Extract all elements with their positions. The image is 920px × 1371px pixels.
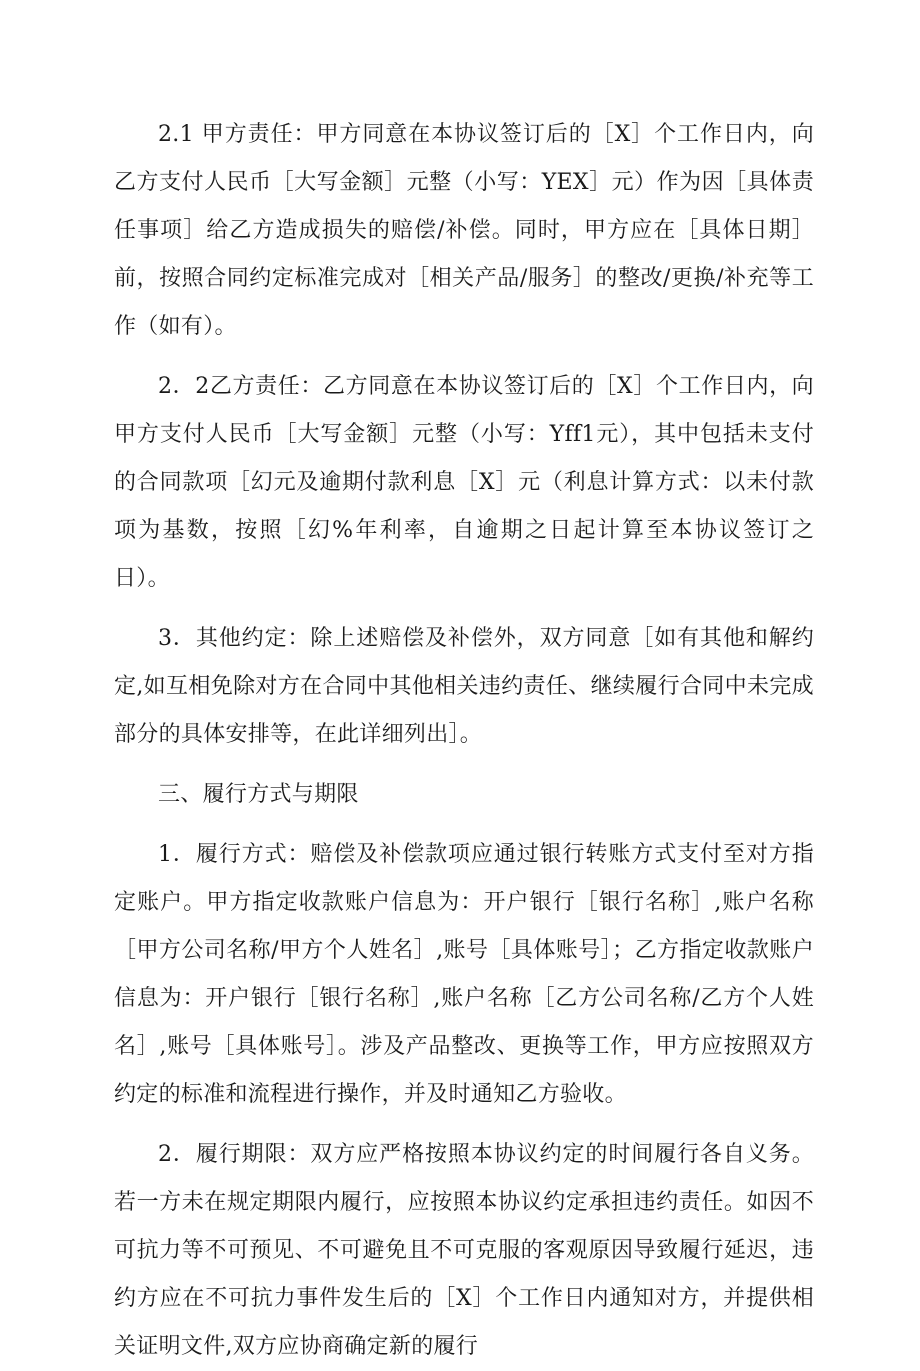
paragraph-party-b-liability: 2．2乙方责任：乙方同意在本协议签订后的［X］个工作日内，向甲方支付人民币［大写金额］元整（小写：Yff1元），其中包括未支付的合同款项［幻元及逾期付款利息［X］元（利息计算方式：以未付款项为基数，按照［幻%年利率，自逾期之日起计算至本协议签订之日）。 xyxy=(114,374,814,591)
paragraph-performance-method: 1．履行方式：赔偿及补偿款项应通过银行转账方式支付至对方指定账户。甲方指定收款账户信息为：开户银行［银行名称］,账户名称［甲方公司名称/甲方个人姓名］,账号［具体账号］；乙方指定收款账户信息为：开户银行［银行名称］,账户名称［乙方公司名称/乙方个人姓名］,账号［具体账号］。涉及产品整改、更换等工作，甲方应按照双方约定的标准和流程进行操作，并及时通知乙方验收。 xyxy=(114,842,814,1107)
paragraph-other-agreements: 3．其他约定：除上述赔偿及补偿外，双方同意［如有其他和解约定,如互相免除对方在合同中其他相关违约责任、继续履行合同中未完成部分的具体安排等，在此详细列出］。 xyxy=(114,626,814,747)
paragraph-gap xyxy=(114,351,814,363)
paragraph-gap xyxy=(114,603,814,615)
document-body xyxy=(114,111,814,1371)
paragraph-gap xyxy=(114,759,814,771)
paragraph-gap xyxy=(114,819,814,831)
paragraph-gap xyxy=(114,1119,814,1131)
paragraph-performance-period: 2．履行期限：双方应严格按照本协议约定的时间履行各自义务。若一方未在规定期限内履行，应按照本协议约定承担违约责任。如因不可抗力等不可预见、不可避免且不可克服的客观原因导致履行延迟，违约方应在不可抗力事件发生后的［X］个工作日内通知对方，并提供相关证明文件,双方应协商确定新的履行 xyxy=(114,1142,814,1359)
paragraph-party-a-liability: 2.1 甲方责任：甲方同意在本协议签订后的［X］个工作日内，向乙方支付人民币［大写金额］元整（小写：YEX］元）作为因［具体责任事项］给乙方造成损失的赔偿/补偿。同时，甲方应在［具体日期］前，按照合同约定标准完成对［相关产品/服务］的整改/更换/补充等工作（如有）。 xyxy=(114,122,814,339)
section-heading-performance: 三、履行方式与期限 xyxy=(158,782,359,807)
